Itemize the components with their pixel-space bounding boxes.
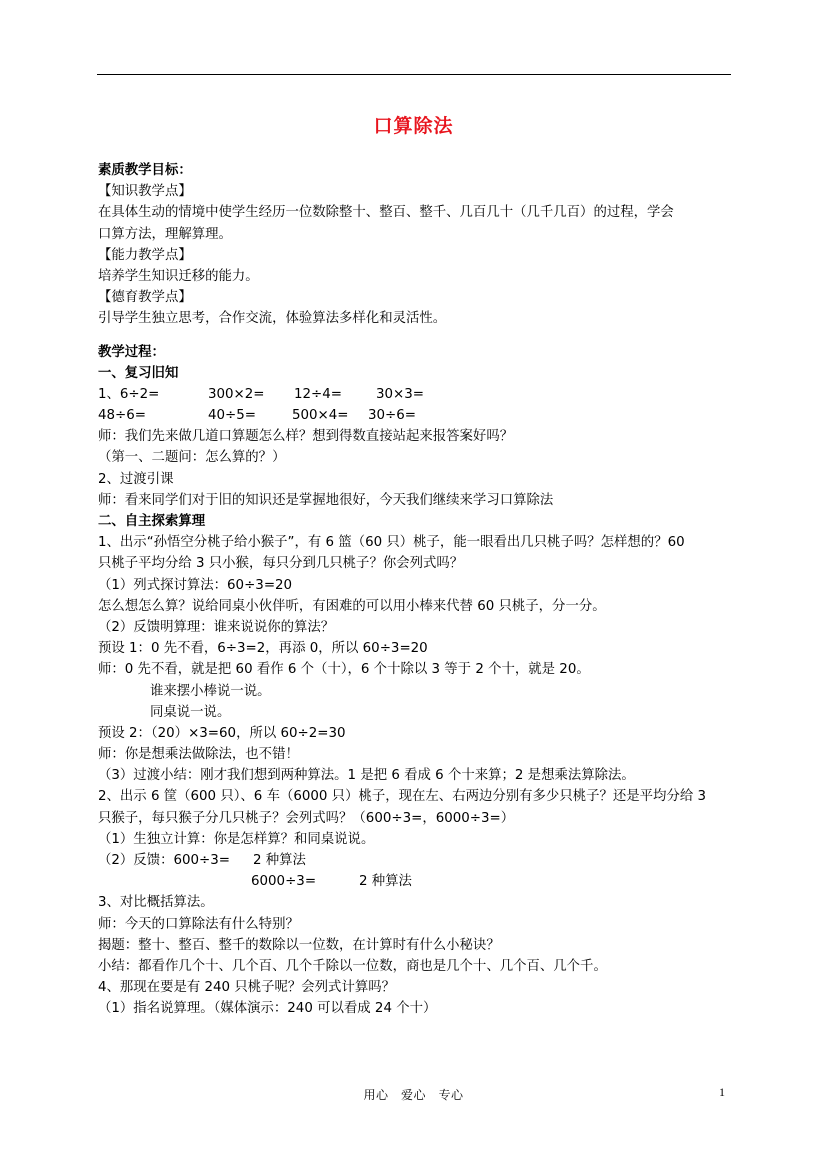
exercise-item: 500×4= (292, 408, 349, 424)
exercise-item: 300×2= (208, 386, 265, 402)
paragraph-indented: 同桌说一说。 (150, 704, 231, 720)
page-footer: 用心 爱心 专心 (363, 1088, 464, 1102)
paragraph: 1、出示“孙悟空分桃子给小猴子”，有 6 篮（60 只）桃子，能一眼看出几只桃子吗？怎样想的？60 (98, 535, 685, 551)
knowledge-heading: 【知识教学点】 (98, 184, 192, 200)
explore-heading: 二、自主探索算理 (98, 514, 206, 529)
paragraph: 师：你是想乘法做除法，也不错！ (98, 747, 299, 763)
feedback-expression: 6000÷3= (251, 874, 317, 890)
exercise-item: 1、6÷2= (98, 386, 160, 402)
exercise-row-1 (98, 384, 734, 405)
paragraph: 师：今天的口算除法有什么特别？ (98, 916, 299, 932)
paragraph: 只桃子平均分给 3 只小猴，每只分到几只桃子？你会列式吗？ (98, 556, 464, 572)
knowledge-text-2: 口算方法，理解算理。 (98, 226, 232, 242)
exercise-item: 12÷4= (294, 386, 342, 402)
paragraph: （第一、二题问：怎么算的？） (98, 450, 286, 466)
exercise-row-2 (98, 405, 734, 426)
paragraph: 预设 2：（20）×3=60，所以 60÷2=30 (98, 725, 346, 741)
paragraph: （1）指名说算理。（媒体演示：240 可以看成 24 个十） (98, 1001, 437, 1017)
paragraph: 揭题：整十、整百、整千的数除以一位数，在计算时有什么小秘诀？ (98, 937, 500, 953)
paragraph: 怎么想怎么算？说给同桌小伙伴听，有困难的可以用小棒来代替 60 只桃子，分一分。 (98, 598, 606, 614)
paragraph-indented: 谁来摆小棒说一说。 (150, 683, 271, 699)
review-heading: 一、复习旧知 (98, 365, 179, 381)
paragraph: （1）列式探讨算法：60÷3=20 (98, 577, 293, 593)
feedback-row-1 (98, 850, 734, 871)
paragraph: （3）过渡小结：刚才我们想到两种算法。1 是把 6 看成 6 个十来算；2 是想乘法算除法。 (98, 768, 635, 784)
ability-text: 培养学生知识迁移的能力。 (98, 268, 259, 284)
exercise-item: 30÷6= (368, 408, 416, 424)
exercise-item: 40÷5= (208, 408, 256, 424)
paragraph: 3、对比概括算法。 (98, 895, 214, 911)
exercise-item: 48÷6= (98, 408, 146, 424)
goals-heading: 素质教学目标： (98, 163, 192, 178)
moral-text: 引导学生独立思考，合作交流，体验算法多样化和灵活性。 (98, 311, 447, 327)
ability-heading: 【能力教学点】 (98, 247, 192, 263)
paragraph: 师：我们先来做几道口算题怎么样？想到得数直接站起来报答案好吗？ (98, 429, 514, 445)
paragraph: 预设 1：0 先不看，6÷3=2，再添 0，所以 60÷3=20 (98, 641, 428, 657)
paragraph: （1）生独立计算：你是怎样算？和同桌说说。 (98, 831, 375, 847)
paragraph: 只猴子，每只猴子分几只桃子？会列式吗？（600÷3=，6000÷3=） (98, 810, 515, 826)
paragraph: （2）反馈明算理：谁来说说你的算法？ (98, 619, 335, 635)
page-title: 口算除法 (373, 115, 454, 137)
paragraph: 师：0 先不看，就是把 60 看作 6 个（十），6 个十除以 3 等于 2 个十，就是 20。 (98, 662, 590, 678)
process-heading: 教学过程： (98, 344, 165, 360)
paragraph: 2、出示 6 筐（600 只）、6 车（6000 只）桃子，现在左、右两边分别有多少只桃子？还是平均分给 3 (98, 789, 707, 805)
paragraph: 师：看来同学们对于旧的知识还是掌握地很好，今天我们继续来学习口算除法 (98, 492, 554, 508)
knowledge-text-1: 在具体生动的情境中使学生经历一位数除整十、整百、整千、几百几十（几千几百）的过程，学会 (98, 205, 674, 221)
feedback-expression: （2）反馈：600÷3= (98, 853, 230, 868)
feedback-methods: 2 种算法 (253, 853, 306, 868)
paragraph: 2、过渡引课 (98, 471, 174, 487)
paragraph: 4、那现在要是有 240 只桃子呢？会列式计算吗？ (98, 980, 396, 996)
paragraph: 小结：都看作几个十、几个百、几个千除以一位数，商也是几个十、几个百、几个千。 (98, 958, 607, 974)
document-body (98, 160, 734, 1020)
moral-heading: 【德育教学点】 (98, 290, 192, 306)
page-number: 1 (719, 1085, 725, 1099)
feedback-row-2 (98, 871, 734, 892)
header-rule (97, 74, 731, 75)
exercise-item: 30×3= (376, 386, 424, 402)
feedback-methods: 2 种算法 (359, 874, 412, 890)
